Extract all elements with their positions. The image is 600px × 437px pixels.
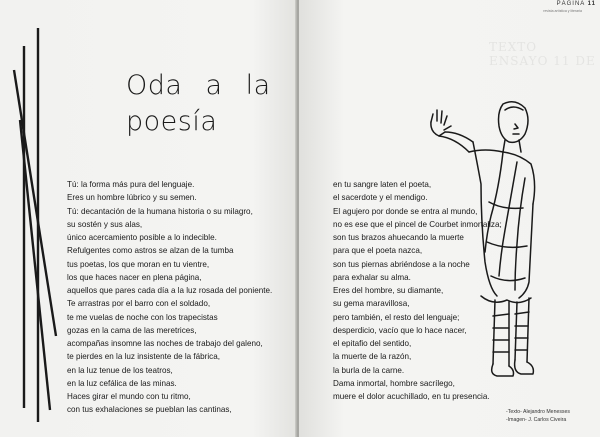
page-number: 11 — [587, 1, 596, 7]
verse-line: Eres un hombre lúbrico y su semen. — [67, 193, 197, 203]
verse-line: con tus exhalaciones se pueblan las cantinas, — [67, 405, 232, 415]
page-label: PÁGINA — [556, 1, 585, 7]
verse-line: los que haces nacer en plena página, — [67, 272, 202, 282]
verse-line: son tus piernas abriéndose a la noche — [333, 259, 470, 269]
verse-line: para exhalar su alma. — [333, 272, 411, 282]
page-header — [557, 1, 596, 7]
verse-line: Refulgentes como astros se alzan de la tumba — [67, 246, 234, 256]
verse-line: en tu sangre laten el poeta, — [333, 180, 432, 189]
verse-line: la burla de la carne. — [333, 365, 405, 375]
verse-line: acompañas insomne las noches de trabajo del galeno, — [67, 339, 263, 348]
toga-figure-illustration — [419, 92, 539, 392]
verse-line: Te arrastras por el barro con el soldado, — [67, 299, 211, 309]
verse-line: tus poetas, los que moran en tu vientre, — [67, 259, 210, 269]
verse-line: muere el dolor acuchillado, en tu presencia. — [333, 392, 490, 401]
verse-line: único acercamiento posible a lo indecible. — [67, 233, 217, 242]
verse-line: te me vuelas de noche con los trapecistas — [67, 312, 218, 322]
verse-line: en la luz tenue de los teatros, — [67, 365, 173, 375]
page-header-subtitle: revista artística y literaria — [543, 9, 582, 13]
verse-line: El agujero por donde se entra al mundo, — [333, 206, 478, 216]
verse-line: desperdicio, vacío que lo hace nacer, — [333, 325, 467, 335]
verse-line: no es ese que el pincel de Courbet inmortaliza; — [333, 219, 502, 229]
verse-line: su gema maravillosa, — [333, 299, 410, 309]
poem-column-left — [67, 178, 272, 417]
poem-title-line1: Oda a la — [126, 70, 271, 101]
verse-line: su sostén y sus alas, — [67, 219, 143, 229]
left-page — [0, 0, 297, 437]
verse-line: gozas en la cama de las meretrices, — [67, 325, 197, 335]
verse-line: Dama inmortal, hombre sacrílego, — [333, 378, 455, 388]
verse-line: Tú: la forma más pura del lenguaje. — [67, 180, 195, 189]
credit-images: -Imagen- J. Carlos Civeira — [506, 417, 567, 423]
verse-line: aquellos que pares cada día a la luz rosada del poniente. — [67, 286, 273, 295]
verse-line: en la luz cefálica de las minas. — [67, 378, 177, 388]
credits-block — [506, 408, 570, 424]
verse-line: el epitafio del sentido, — [333, 339, 412, 348]
show-through-text: TEXTO ENSAYO 11 DE — [489, 40, 596, 68]
poem-title-line2: poesía — [126, 106, 218, 137]
verse-line: son tus brazos ahuecando la muerte — [333, 233, 464, 242]
credit-text: -Texto- Alejandro Menesses — [506, 409, 571, 415]
verse-line: pero también, el resto del lenguaje; — [333, 312, 460, 322]
verse-line: Haces girar el mundo con tu ritmo, — [67, 392, 191, 401]
rule-line — [14, 70, 56, 336]
poem-title — [126, 68, 271, 140]
verse-line: Eres del hombre, su diamante, — [333, 286, 444, 295]
right-page — [299, 0, 600, 437]
verse-line: para que el poeta nazca, — [333, 246, 423, 256]
verse-line: Tú: decantación de la humana historia o su milagro, — [67, 206, 253, 216]
verse-line: la muerte de la razón, — [333, 352, 412, 362]
verse-line: te pierdes en la luz insistente de la fábrica, — [67, 352, 220, 362]
verse-line: el sacerdote y el mendigo. — [333, 193, 428, 203]
